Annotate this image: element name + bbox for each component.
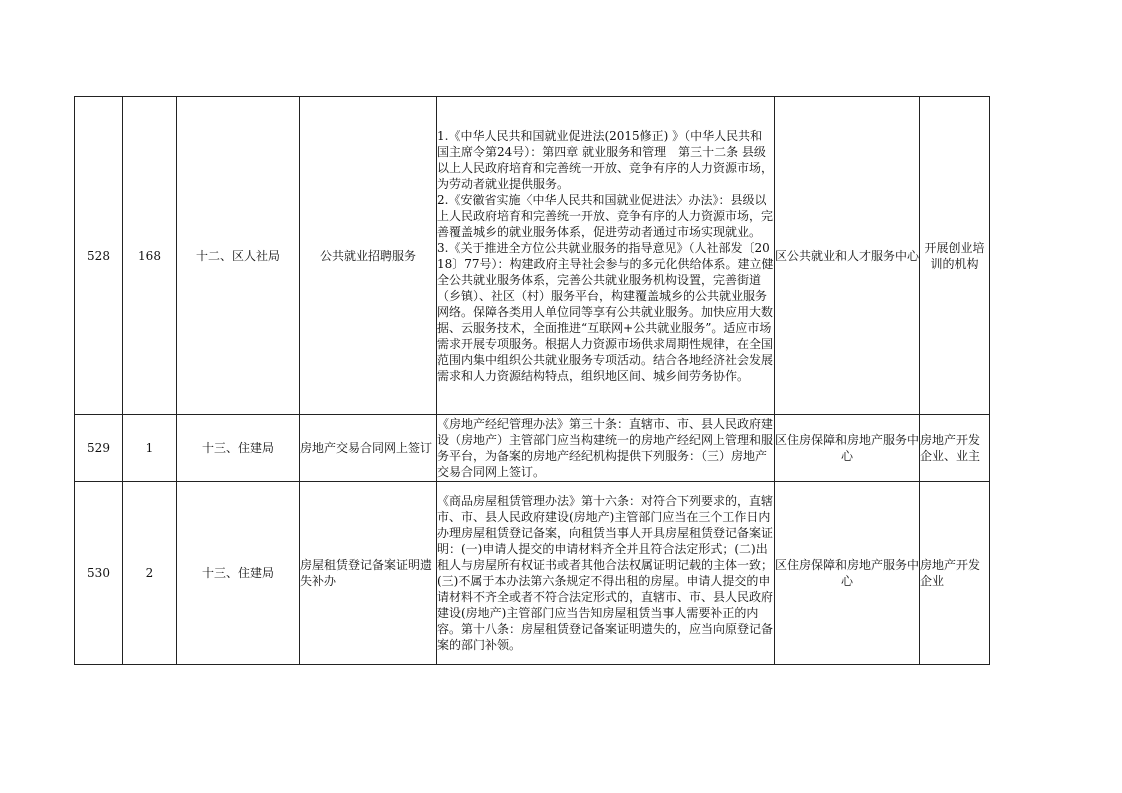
legal-basis-cell <box>437 482 775 665</box>
table-row <box>75 97 990 415</box>
service-target-cell: 开展创业培训的机构 <box>920 97 990 415</box>
responsible-unit-cell: 区住房保障和房地产服务中心 <box>775 415 920 482</box>
table-row <box>75 482 990 665</box>
service-item-cell: 公共就业招聘服务 <box>300 97 437 415</box>
legal-basis-paragraph: 《房地产经纪管理办法》第三十条：直辖市、市、县人民政府建设（房地产）主管部门应当构建统一的房地产经纪网上管理和服务平台，为备案的房地产经纪机构提供下列服务：（三）房地产交易合同网上签订。 <box>437 417 774 479</box>
legal-basis-paragraph: 《商品房屋租赁管理办法》第十六条：对符合下列要求的，直辖市、市、县人民政府建设(房地产)主管部门应当在三个工作日内办理房屋租赁登记备案，向租赁当事人开具房屋租赁登记备案证明：(一)申请人提交的申请材料齐全并且符合法定形式；(二)出租人与房屋所有权证书或者其他合法权属证明记载的主体一致；(三)不属于本办法第六条规定不得出租的房屋。申请人提交的申请材料不齐全或者不符合法定形式的，直辖市、市、县人民政府建设(房地产)主管部门应当告知房屋租赁当事人需要补正的内容。第十八条：房屋租赁登记备案证明遗失的，应当向原登记备案的部门补领。 <box>437 494 774 652</box>
responsible-unit-cell: 区住房保障和房地产服务中心 <box>775 482 920 665</box>
legal-basis-paragraph: 3.《关于推进全方位公共就业服务的指导意见》（人社部发〔2018〕77号）：构建政府主导社会参与的多元化供给体系。建立健全公共就业服务体系，完善公共就业服务机构设置，完善街道（乡镇）、社区（村）服务平台，构建覆盖城乡的公共就业服务网络。保障各类用人单位同等享有公共就业服务。加快应用大数据、云服务技术，全面推进“互联网+公共就业服务”。适应市场需求开展专项服务。根据人力资源市场供求周期性规律，在全国范围内集中组织公共就业服务专项活动。结合各地经济社会发展需求和人力资源结构特点，组织地区间、城乡间劳务协作。 <box>437 240 774 383</box>
department-cell: 十二、区人社局 <box>177 97 300 415</box>
seq-cell: 530 <box>75 482 123 665</box>
department-cell: 十三、住建局 <box>177 482 300 665</box>
department-cell: 十三、住建局 <box>177 415 300 482</box>
seq-cell: 528 <box>75 97 123 415</box>
legal-basis-cell <box>437 415 775 482</box>
service-target-cell: 房地产开发企业 <box>920 482 990 665</box>
item-no-cell: 2 <box>123 482 177 665</box>
legal-basis-paragraph: 2.《安徽省实施〈中华人民共和国就业促进法〉办法》：县级以上人民政府培育和完善统一开放、竞争有序的人力资源市场，完善覆盖城乡的就业服务体系，促进劳动者通过市场实现就业。 <box>437 192 774 239</box>
service-item-cell: 房地产交易合同网上签订 <box>300 415 437 482</box>
seq-cell: 529 <box>75 415 123 482</box>
service-items-table <box>74 96 990 665</box>
table-row <box>75 415 990 482</box>
legal-basis-cell <box>437 97 775 415</box>
item-no-cell: 1 <box>123 415 177 482</box>
responsible-unit-cell: 区公共就业和人才服务中心 <box>775 97 920 415</box>
legal-basis-paragraph: 1.《中华人民共和国就业促进法(2015修正) 》（中华人民共和国主席令第24号）：第四章 就业服务和管理 第三十二条 县级以上人民政府培育和完善统一开放、竞争有序的人力资源市场，为劳动者就业提供服务。 <box>437 128 774 191</box>
item-no-cell: 168 <box>123 97 177 415</box>
service-target-cell: 房地产开发企业、业主 <box>920 415 990 482</box>
service-item-cell: 房屋租赁登记备案证明遗失补办 <box>300 482 437 665</box>
